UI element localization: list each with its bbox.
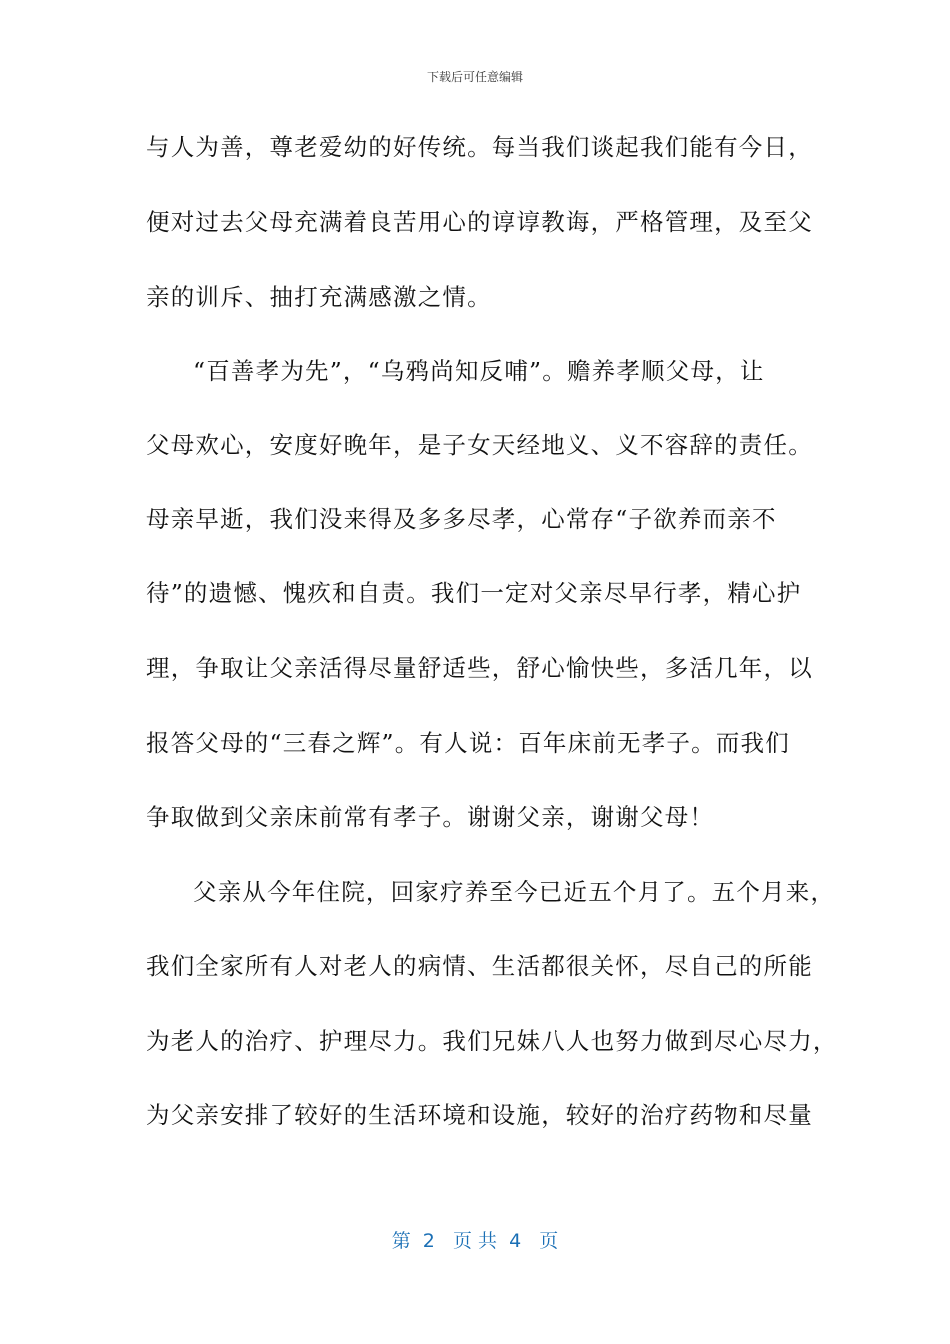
text-line: 我们全家所有人对老人的病情、生活都很关怀，尽自己的所能: [146, 952, 813, 980]
text-line: 父亲从今年住院，回家疗养至今已近五个月了。五个月来，: [193, 878, 836, 906]
text-line: 便对过去父母充满着良苦用心的谆谆教诲，严格管理，及至父: [146, 208, 813, 236]
text-line: 为老人的治疗、护理尽力。我们兄妹八人也努力做到尽心尽力，: [146, 1027, 838, 1055]
text-line: 理，争取让父亲活得尽量舒适些，舒心愉快些，多活几年，以: [146, 654, 813, 682]
text-line: 为父亲安排了较好的生活环境和设施，较好的治疗药物和尽量: [146, 1101, 813, 1129]
text-line: “百善孝为先”，“乌鸦尚知反哺”。赡养孝顺父母，让: [193, 357, 765, 385]
text-line: 母亲早逝，我们没来得及多多尽孝，心常存“子欲养而亲不: [146, 505, 777, 533]
header-note: 下载后可任意编辑: [426, 70, 523, 84]
text-line: 争取做到父亲床前常有孝子。谢谢父亲，谢谢父母！: [146, 803, 715, 831]
text-line: 与人为善，尊老爱幼的好传统。每当我们谈起我们能有今日，: [146, 133, 813, 161]
page-number-footer: 第 2 页 共 4 页: [391, 1230, 559, 1252]
text-line: 亲的训斥、抽打充满感激之情。: [146, 283, 492, 311]
text-line: 报答父母的“三春之辉”。有人说：百年床前无孝子。而我们: [146, 729, 790, 757]
text-line: 待”的遗憾、愧疚和自责。我们一定对父亲尽早行孝，精心护: [146, 579, 802, 607]
text-line: 父母欢心，安度好晚年，是子女天经地义、义不容辞的责任。: [146, 431, 813, 459]
